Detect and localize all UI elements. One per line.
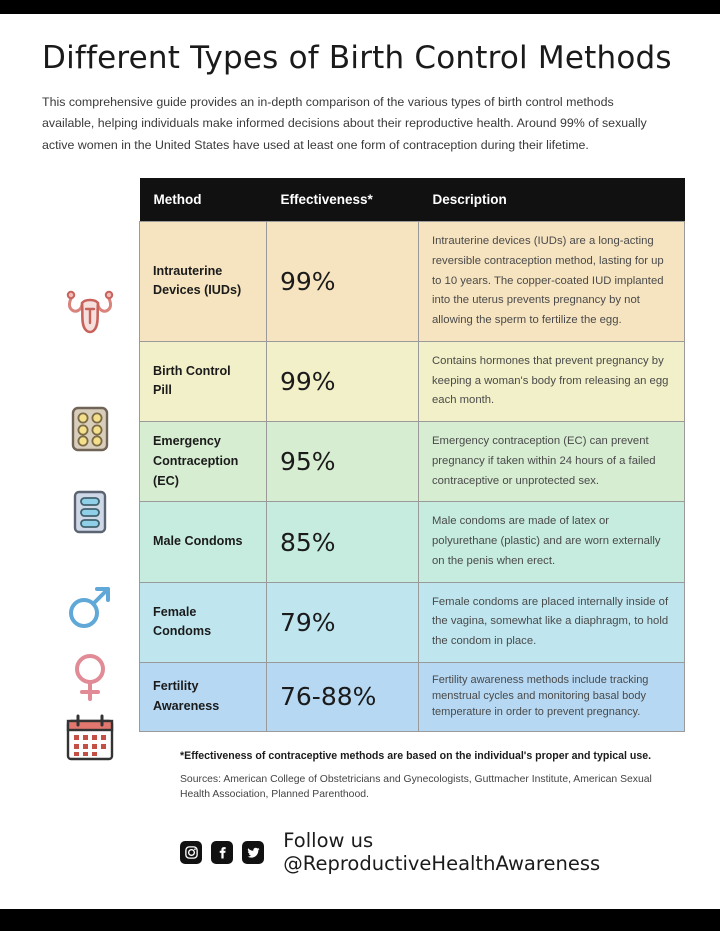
icon-slot-iud [52, 276, 128, 348]
method-description: Intrauterine devices (IUDs) are a long-acting reversible contraception method, lasting for up to 10 years. The copper-coated IUD implanted into the uterus prevents pregnancy by not allowing the sperm to fertilize the egg. [419, 221, 685, 341]
method-effectiveness: 95% [267, 422, 419, 502]
instagram-icon[interactable] [180, 841, 202, 864]
method-description: Male condoms are made of latex or polyurethane (plastic) and are worn externally on the penis when erect. [419, 502, 685, 582]
method-description: Fertility awareness methods include tracking menstrual cycles and monitoring basal body temperature in order to prevent pregnancy. [419, 663, 685, 732]
method-effectiveness: 99% [267, 221, 419, 341]
method-description: Female condoms are placed internally inside of the vagina, somewhat like a diaphragm, to hold the condom in place. [419, 582, 685, 662]
methods-table [139, 178, 685, 732]
table-row [140, 502, 685, 582]
table-row [140, 341, 685, 421]
column-header-method: Method [140, 178, 267, 222]
facebook-icon[interactable] [211, 841, 233, 864]
icon-slot-ec [52, 478, 128, 544]
method-effectiveness: 85% [267, 502, 419, 582]
column-header-description: Description [419, 178, 685, 222]
method-name: Birth Control Pill [140, 341, 267, 421]
calendar-icon [62, 712, 118, 766]
page-title: Different Types of Birth Control Methods [42, 40, 672, 76]
top-black-bar [0, 0, 720, 14]
method-description: Emergency contraception (EC) can prevent pregnancy if taken within 24 hours of a failed contraceptive or unprotected sex. [419, 422, 685, 502]
method-name: Intrauterine Devices (IUDs) [140, 221, 267, 341]
icon-slot-pill [52, 396, 128, 462]
icon-slot-male [52, 574, 128, 638]
icon-slot-female [52, 646, 128, 708]
column-header-effectiveness: Effectiveness* [267, 178, 419, 222]
emergency-pill-icon [63, 484, 117, 538]
twitter-icon[interactable] [242, 841, 264, 864]
method-name: Male Condoms [140, 502, 267, 582]
table-row [140, 221, 685, 341]
follow-handle: Follow us @ReproductiveHealthAwareness [283, 829, 601, 876]
bottom-black-bar [0, 909, 720, 931]
method-effectiveness: 99% [267, 341, 419, 421]
uterus-iud-icon [59, 281, 121, 343]
table-row [140, 663, 685, 732]
female-symbol-icon [63, 649, 117, 705]
method-name: Fertility Awareness [140, 663, 267, 732]
intro-paragraph: This comprehensive guide provides an in-depth comparison of the various types of birth control methods available, helping individuals make informed decisions about their reproductive health. Around 99% of sexually active women in the United States have used at least one form of contraception during their lifetime. [42, 95, 647, 152]
method-effectiveness: 79% [267, 582, 419, 662]
method-effectiveness: 76-88% [267, 663, 419, 732]
table-header-row [140, 178, 685, 222]
icon-slot-calendar [52, 706, 128, 772]
table-row [140, 582, 685, 662]
sources-text: Sources: American College of Obstetricians and Gynecologists, Guttmacher Institute, American Sexual Health Association, Planned Parenthood. [180, 773, 652, 801]
methods-table-wrap [139, 178, 684, 732]
infographic-content [0, 14, 720, 909]
method-description: Contains hormones that prevent pregnancy by keeping a woman's body from releasing an egg each month. [419, 341, 685, 421]
male-symbol-icon [62, 578, 118, 634]
effectiveness-footnote: *Effectiveness of contraceptive methods are based on the individual's proper and typical use. [180, 749, 652, 762]
pill-pack-icon [63, 402, 117, 456]
follow-bar [180, 829, 680, 875]
method-name: Female Condoms [140, 582, 267, 662]
table-row [140, 422, 685, 502]
method-name: Emergency Contraception (EC) [140, 422, 267, 502]
